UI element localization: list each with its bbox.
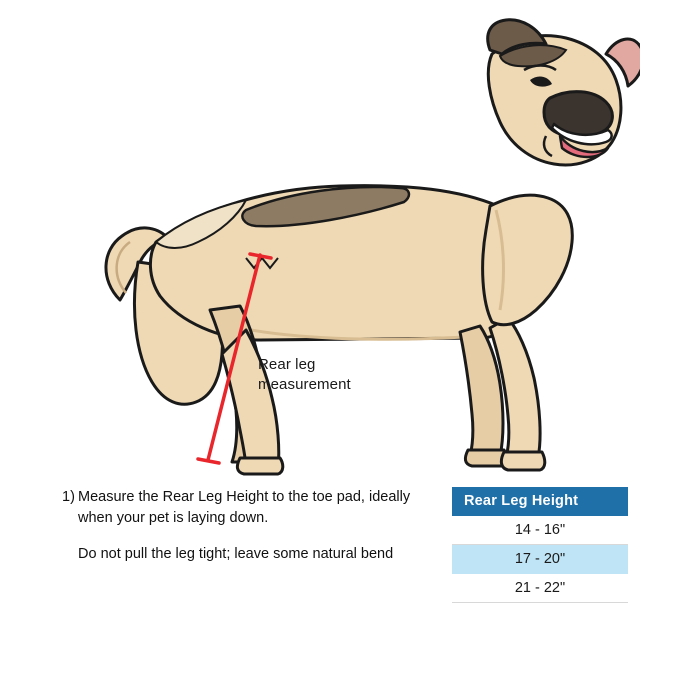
table-header: Rear Leg Height (452, 487, 628, 516)
instruction-step-number: 1) (62, 489, 75, 505)
annotation-line-1: Rear leg (258, 356, 316, 373)
annotation-line-2: measurement (258, 376, 351, 394)
instructions-block (62, 487, 422, 565)
instruction-step-text: Measure the Rear Leg Height to the toe pad, ideally when your pet is laying down. (78, 489, 411, 527)
instruction-note: Do not pull the leg tight; leave some natural bend (78, 546, 394, 563)
table-row[interactable]: 14 - 16" (452, 516, 628, 545)
dog-illustration (60, 10, 640, 480)
dog-body-group (106, 20, 640, 474)
table-row[interactable]: 21 - 22" (452, 574, 628, 603)
instruction-step-1 (62, 487, 422, 529)
rear-leg-measurement-annotation (258, 355, 351, 396)
rear-leg-height-table (452, 487, 628, 603)
table-row[interactable]: 17 - 20" (452, 545, 628, 574)
